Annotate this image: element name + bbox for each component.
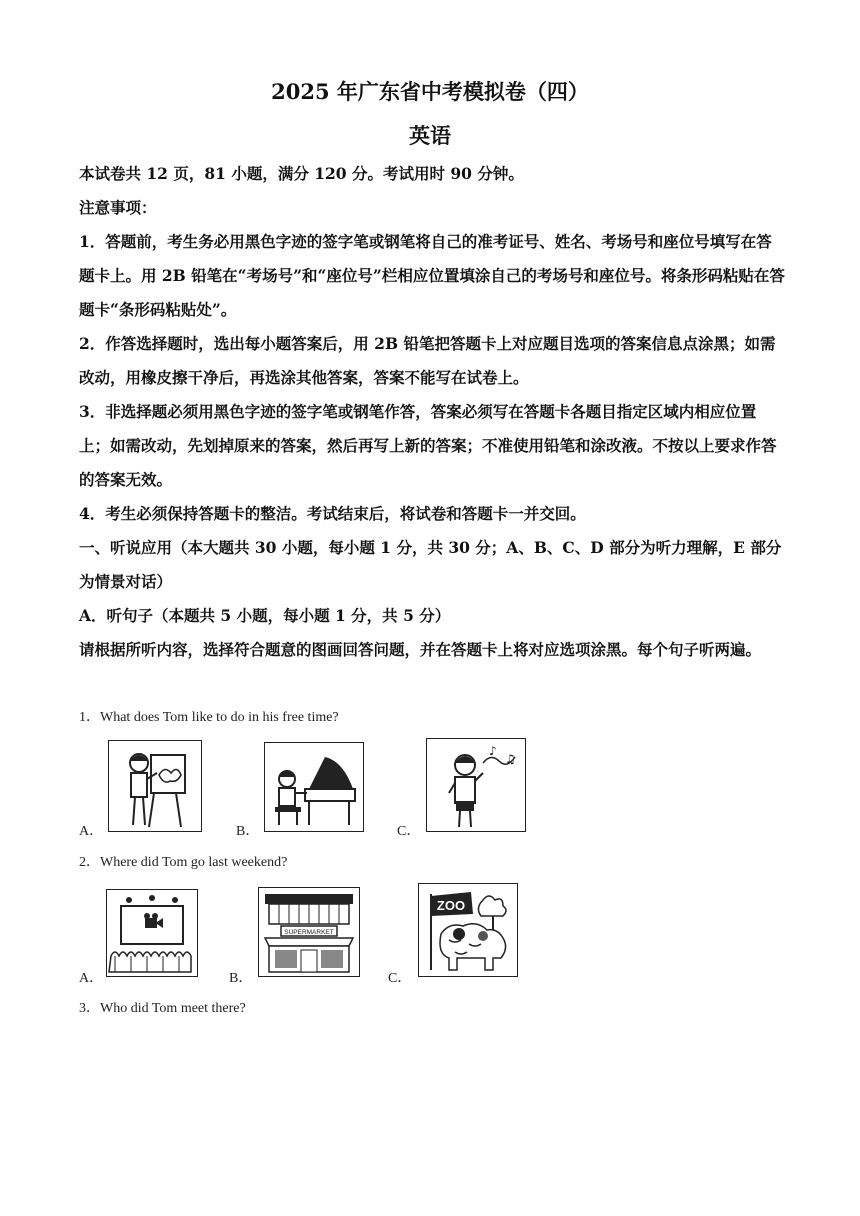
- zoo-icon: [418, 883, 518, 977]
- boy-playing-piano-icon: [264, 742, 364, 832]
- notice-2: 2．作答选择题时，选出每小题答案后，用 2B 铅笔把答题卡上对应题目选项的答案信息点涂黑；如需改动，用橡皮擦干净后，再选涂其他答案，答案不能写在试卷上。: [79, 334, 776, 387]
- q2-option-a-label: A．: [79, 971, 104, 986]
- q2-option-c-label: C．: [388, 971, 412, 986]
- question-1: 1．What does Tom like to do in his free time?: [79, 710, 339, 725]
- question-2: 2．Where did Tom go last weekend?: [79, 855, 288, 870]
- q1-option-a-label: A．: [79, 824, 104, 839]
- supermarket-icon: [258, 887, 360, 977]
- cinema-icon: [106, 889, 198, 977]
- part-a-heading: A．听句子（本题共 5 小题，每小题 1 分，共 5 分）: [79, 606, 451, 625]
- boy-painting-icon: [108, 740, 202, 832]
- q1-option-b-label: B．: [236, 824, 260, 839]
- svg-text:♫: ♫: [505, 752, 516, 766]
- svg-text:♪: ♪: [489, 744, 497, 758]
- q2-option-b-label: B．: [229, 971, 253, 986]
- question-3: 3．Who did Tom meet there?: [79, 1001, 246, 1016]
- notice-4: 4．考生必须保持答题卡的整洁。考试结束后，将试卷和答题卡一并交回。: [79, 504, 586, 523]
- exam-subject: 英语: [409, 123, 451, 148]
- notice-1: 1．答题前，考生务必用黑色字迹的签字笔或钢笔将自己的准考证号、姓名、考场号和座位号填写在答题卡上。用 2B 铅笔在“考场号”和“座位号”栏相应位置填涂自己的考场号和座位号。将条形码粘贴在答题卡“条形码粘贴处”。: [79, 232, 785, 319]
- notice-heading: 注意事项：: [79, 198, 157, 217]
- part-a-instructions: 请根据所听内容，选择符合题意的图画回答问题，并在答题卡上将对应选项涂黑。每个句子听两遍。: [79, 640, 762, 659]
- q1-option-c-label: C．: [397, 824, 421, 839]
- section-one-heading: 一、听说应用（本大题共 30 小题，每小题 1 分，共 30 分；A、B、C、D 部分为听力理解，E 部分为情景对话）: [79, 538, 782, 591]
- zoo-sign: ZOO: [436, 898, 466, 913]
- supermarket-sign: SUPERMARKET: [284, 929, 334, 936]
- boy-singing-icon: [426, 738, 526, 832]
- notice-3: 3．非选择题必须用黑色字迹的签字笔或钢笔作答，答案必须写在答题卡各题目指定区域内相应位置上；如需改动，先划掉原来的答案，然后再写上新的答案；不准使用铅笔和涂改液。不按以上要求作答的答案无效。: [79, 402, 777, 489]
- exam-title: 2025 年广东省中考模拟卷（四）: [271, 79, 589, 104]
- exam-intro: 本试卷共 12 页，81 小题，满分 120 分。考试用时 90 分钟。: [79, 164, 524, 183]
